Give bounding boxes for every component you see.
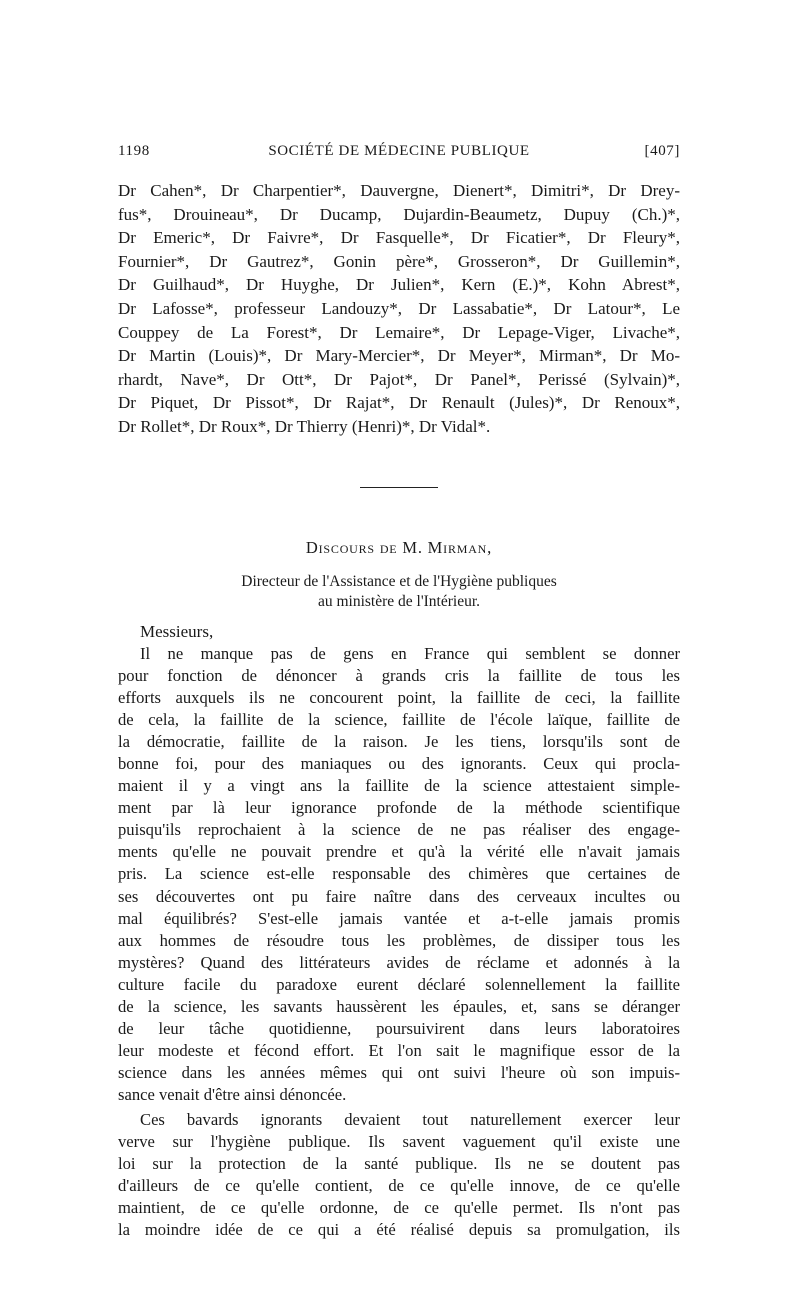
- document-page: [118, 143, 680, 1241]
- subtitle-line: Directeur de l'Assistance et de l'Hygiène publiques: [241, 572, 557, 590]
- text-line: bonne foi, pour des maniaques ou des ignorants. Ceux qui procla-: [118, 754, 680, 773]
- text-line: aux hommes de résoudre tous les problèmes, de dissiper tous les: [118, 930, 680, 950]
- attendee-line: Fournier*, Dr Gautrez*, Gonin père*, Grosseron*, Dr Guillemin*,: [118, 251, 680, 271]
- sheet-number: [407]: [644, 143, 680, 159]
- attendee-line: Dr Guilhaud*, Dr Huyghe, Dr Julien*, Kern (E.)*, Kohn Abrest*,: [118, 275, 680, 295]
- text-line: pour fonction de dénoncer à grands cris la faillite de tous les: [118, 665, 680, 685]
- attendee-line: Dr Cahen*, Dr Charpentier*, Dauvergne, Dienert*, Dimitri*, Dr Drey-: [118, 181, 680, 200]
- attendee-line: Dr Piquet, Dr Pissot*, Dr Rajat*, Dr Renault (Jules)*, Dr Renoux*,: [118, 393, 680, 413]
- subtitle-line: au ministère de l'Intérieur.: [317, 592, 481, 610]
- text-line: pris. La science est-elle responsable des chimères que certaines de: [118, 864, 680, 884]
- attendee-list: [118, 179, 680, 439]
- text-line: de cela, la faillite de la science, faillite de l'école laïque, faillite de: [118, 709, 680, 729]
- text-line: de la science, les savants haussèrent les épaules, et, sans se déranger: [118, 997, 680, 1017]
- text-line: ses découvertes ont pu faire naître dans des cerveaux incultes ou: [118, 886, 680, 906]
- body-paragraph: [118, 1109, 680, 1242]
- text-line: d'ailleurs de ce qu'elle contient, de ce qu'elle innove, de ce qu'elle: [118, 1175, 680, 1195]
- text-line: culture facile du paradoxe eurent déclaré solennellement la faillite: [118, 974, 680, 994]
- attendee-line: Couppey de La Forest*, Dr Lemaire*, Dr Lepage-Viger, Livache*,: [118, 322, 680, 342]
- text-line: mal équilibrés? S'est-elle jamais vantée et a-t-elle jamais promis: [118, 908, 680, 928]
- page-number: 1198: [118, 143, 150, 159]
- text-line: ments qu'elle ne pouvait prendre et qu'à la vérité elle n'avait jamais: [118, 842, 680, 862]
- text-line: loi sur la protection de la santé publique. Ils ne se doutent pas: [118, 1153, 680, 1173]
- attendee-line: Dr Emeric*, Dr Faivre*, Dr Fasquelle*, Dr Ficatier*, Dr Fleury*,: [118, 228, 680, 248]
- section-title: Discours de M. Mirman,: [305, 537, 493, 557]
- attendee-line: Dr Martin (Louis)*, Dr Mary-Mercier*, Dr Meyer*, Mirman*, Dr Mo-: [118, 346, 680, 366]
- text-line: la moindre idée de ce qui a été réalisé depuis sa promulgation, ils: [118, 1219, 680, 1239]
- attendee-line: Dr Rollet*, Dr Roux*, Dr Thierry (Henri)*, Dr Vidal*.: [118, 416, 491, 436]
- attendee-line: Dr Lafosse*, professeur Landouzy*, Dr Lassabatie*, Dr Latour*, Le: [118, 298, 680, 318]
- text-line: mystères? Quand des littérateurs avides de réclame et adonnés à la: [118, 952, 680, 972]
- section-divider: [360, 487, 438, 488]
- text-line: puisqu'ils reprochaient à la science de ne pas réaliser des engage-: [118, 820, 680, 840]
- text-line: ment par là leur ignorance profonde de la méthode scientifique: [118, 798, 680, 818]
- text-line: maintient, de ce qu'elle ordonne, de ce qu'elle permet. Ils n'ont pas: [118, 1197, 680, 1217]
- section-subtitle: [118, 572, 680, 612]
- salutation: Messieurs,: [140, 621, 214, 641]
- body-paragraph: [118, 643, 680, 1107]
- attendee-line: fus*, Drouineau*, Dr Ducamp, Dujardin-Beaumetz, Dupuy (Ch.)*,: [118, 204, 680, 224]
- text-line: verve sur l'hygiène publique. Ils savent vaguement qu'il existe une: [118, 1131, 680, 1151]
- text-line: de leur tâche quotidienne, poursuivirent dans leurs laboratoires: [118, 1019, 680, 1039]
- attendee-line: rhardt, Nave*, Dr Ott*, Dr Pajot*, Dr Panel*, Perissé (Sylvain)*,: [118, 369, 680, 389]
- text-line: science dans les années mêmes qui ont suivi l'heure où son impuis-: [118, 1063, 680, 1083]
- text-line: sance venait d'être ainsi dénoncée.: [118, 1085, 347, 1105]
- text-line: Ces bavards ignorants devaient tout naturellement exercer leur: [140, 1109, 680, 1129]
- running-title: SOCIÉTÉ DE MÉDECINE PUBLIQUE: [268, 143, 530, 159]
- text-line: efforts auxquels ils ne concourent point, la faillite de ceci, la faillite: [118, 687, 680, 707]
- text-line: la démocratie, faillite de la raison. Je les tiens, lorsqu'ils sont de: [118, 731, 680, 751]
- running-header: [118, 143, 680, 165]
- text-line: leur modeste et fécond effort. Et l'on sait le magnifique essor de la: [118, 1041, 680, 1061]
- text-line: Il ne manque pas de gens en France qui semblent se donner: [140, 643, 680, 663]
- text-line: maient il y a vingt ans la faillite de la science attestaient simple-: [118, 776, 680, 796]
